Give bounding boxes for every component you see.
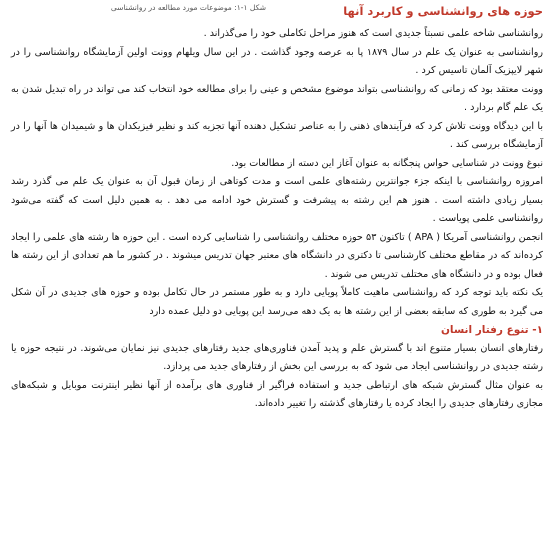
paragraph: یک نکته باید توجه کرد که روانشناسی ماهیت کاملاً پویایی دارد و به طور مستمر در حال تکامل بوده و حوزه های جدیدی در آن شکل می گیرد به طوری که سابقه بعضی از این رشته ها به یک دهه می‌رسد این پویایی دو دلیل عمده دارد [11,287,543,317]
paragraph: انجمن روانشناسی آمریکا ( APA ) تاکنون ۵۳ حوزه مختلف روانشناسی را شناسایی کرده است . این حوزه ها رشته های علمی را ایجاد کرده‌اند که در مقاطع مختلف کارشناسی تا دکتری در دانشگاه های معتبر جهان تدریس میشوند . در کشور ما هم تعدادی از این رشته ها فعال بوده و در دانشگاه های مختلف تدریس می شوند . [11,231,543,280]
section-heading: ۱- تنوع رفتار انسان [440,324,543,336]
page-title: حوزه های روانشناسی و کاربرد آنها [343,4,543,18]
document-body [11,25,543,414]
paragraph: نبوغ وونت در شناسایی حواس پنجگانه به عنوان آغاز این دسته از مطالعات بود. [231,157,543,169]
paragraph: روانشناسی به عنوان یک علم در سال ۱۸۷۹ پا به عرصه وجود گذاشت . در این سال ویلهام وونت اولین آزمایشگاه روانشناسی را در شهر لایپزیک آلمان تاسیس کرد . [11,46,543,76]
paragraph: رفتارهای انسان بسیار متنوع اند با گسترش علم و پدید آمدن فناوری‌های جدید رفتارهای جدیدی نیز نمایان می‌شوند. در نتیجه حوزه یا رشته جدیدی در روانشناسی ایجاد می شود که به بررسی این بخش از رفتارهای جدید می پردازد. [11,342,543,372]
paragraph: روانشناسی شاخه علمی نسبتاً جدیدی است که هنوز مراحل تکاملی خود را می‌گذراند . [203,28,543,39]
paragraph: به عنوان مثال گسترش شبکه های ارتباطی جدید و استفاده فراگیر از فناوری های برآمده از آنها نظیر اینترنت موبایل و شبکه‌های مجازی رفتارهای جدیدی را ایجاد کرده یا رفتارهای گذشته را تغییر داده‌اند. [11,379,543,409]
paragraph: امروزه روانشناسی با اینکه جزء جوانترین رشته‌های علمی است و مدت کوتاهی از زمان قبول آن به عنوان یک علم می گذرد رشد بسیار زیادی داشته است . هنوز هم این رشته به پیشرفت و گسترش خود ادامه می دهد . به همین دلیل است که گفته می‌شود روانشناسی علمی پویاست . [11,176,543,224]
paragraph: با این دیدگاه وونت تلاش کرد که فرآیندهای ذهنی را به عناصر تشکیل دهنده آنها تجزیه کند و نظیر فیزیکدان ها و شیمیدان ها آنها را در آزمایشگاه بررسی کند . [11,120,543,150]
figure-caption: شکل ۱-۱: موضوعات مورد مطالعه در روانشناسی [110,3,266,12]
paragraph: وونت معتقد بود که زمانی که روانشناسی بتواند موضوع مشخص و عینی را برای مطالعه خود انتخاب کند می تواند در راه تبدیل شدن به یک علم گام بردارد . [11,83,543,113]
